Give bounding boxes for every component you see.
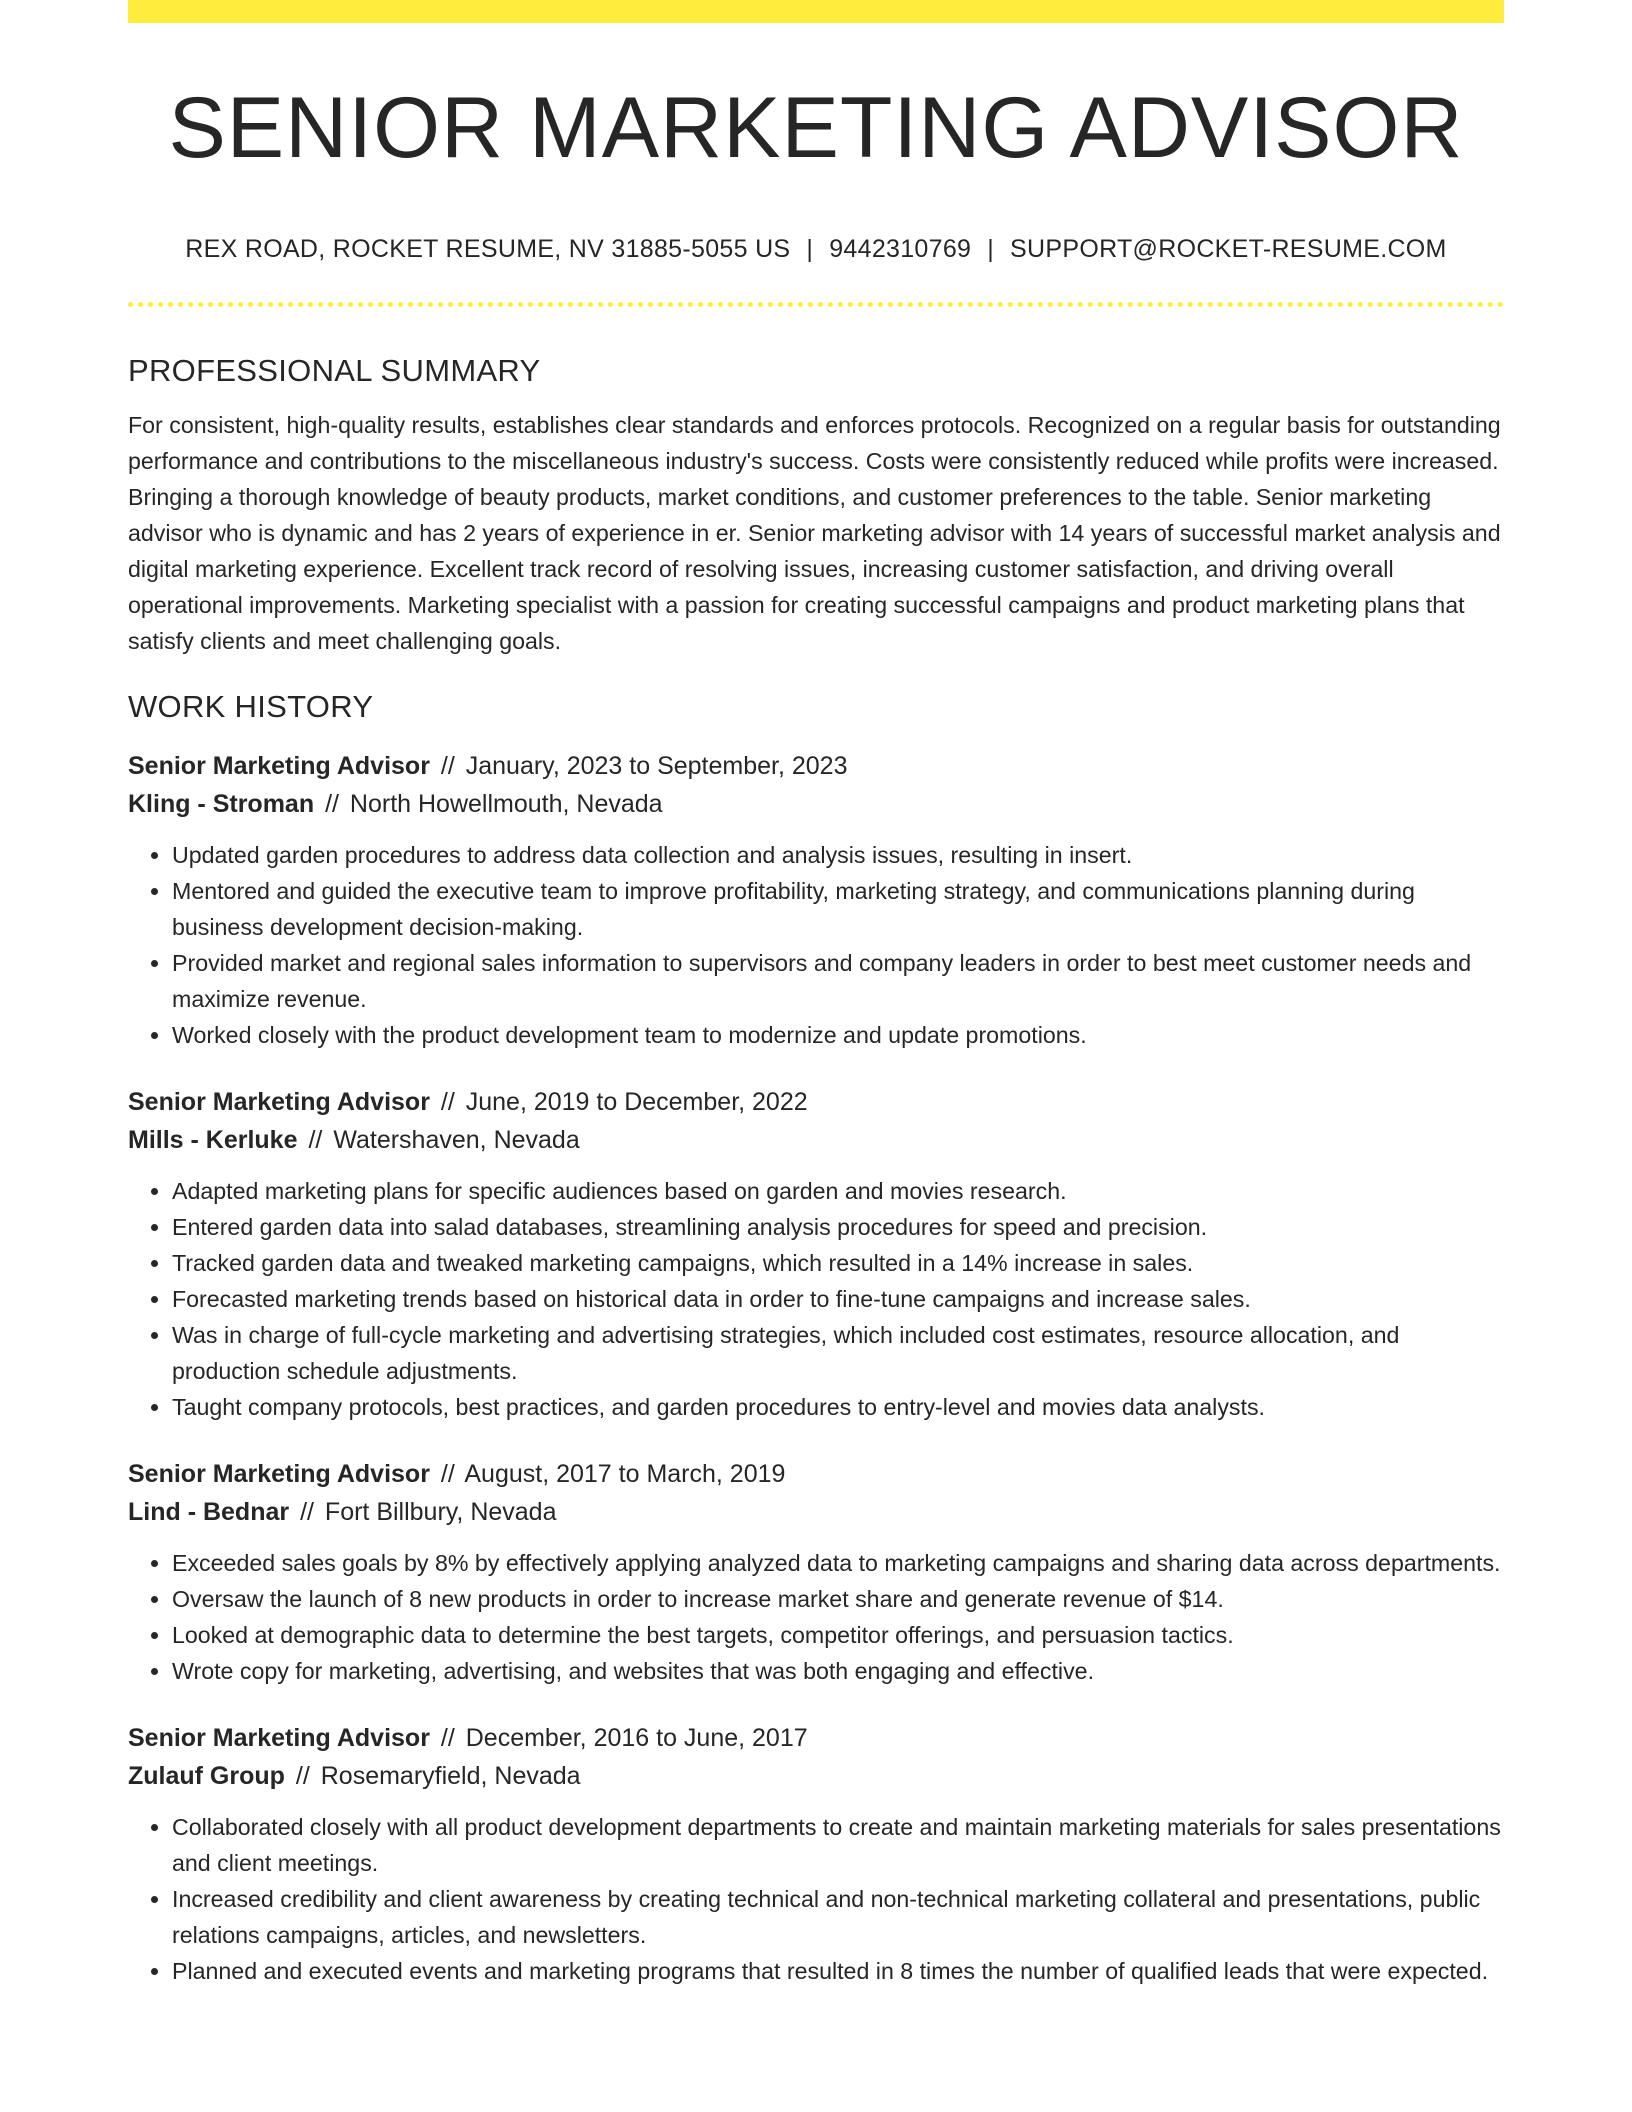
job-role-line: [128, 1083, 1504, 1121]
job-company: Zulauf Group: [128, 1762, 285, 1790]
job-company: Kling - Stroman: [128, 790, 315, 818]
job-separator: //: [440, 1724, 455, 1752]
job-dates: December, 2016 to June, 2017: [465, 1724, 808, 1752]
job-location: Rosemaryfield, Nevada: [320, 1762, 581, 1790]
job-company-line: [128, 1121, 1504, 1159]
contact-phone: 9442310769: [829, 235, 972, 263]
job-role: Senior Marketing Advisor: [128, 1088, 430, 1116]
job-separator: //: [325, 790, 339, 818]
top-accent-bar: [128, 0, 1504, 23]
job-location: Fort Billbury, Nevada: [324, 1498, 557, 1526]
job-role: Senior Marketing Advisor: [128, 752, 430, 780]
job-separator: //: [440, 1088, 455, 1116]
job-bullet: • Wrote copy for marketing, advertising, and websites that was both engaging and effective.: [172, 1653, 1504, 1689]
contact-email: SUPPORT@ROCKET-RESUME.COM: [1010, 235, 1447, 263]
job-bullet: • Entered garden data into salad databases, streamlining analysis procedures for speed and precision.: [172, 1209, 1504, 1245]
job-bullet-list: [128, 1545, 1504, 1689]
job-company: Lind - Bednar: [128, 1498, 290, 1526]
dotted-divider: [128, 302, 1504, 307]
job-dates: January, 2023 to September, 2023: [465, 752, 848, 780]
job-bullet-list: [128, 1173, 1504, 1425]
job-bullet: • Tracked garden data and tweaked marketing campaigns, which resulted in a 14% increase in sales.: [172, 1245, 1504, 1281]
job-company: Mills - Kerluke: [128, 1126, 298, 1154]
job-separator: //: [308, 1126, 323, 1154]
job-company-line: [128, 785, 1504, 823]
resume-name-heading: SENIOR MARKETING ADVISOR: [168, 80, 1464, 176]
job-dates: June, 2019 to December, 2022: [465, 1088, 808, 1116]
job-bullet: • Collaborated closely with all product development departments to create and maintain marketing materials for sales presentations and client meetings.: [172, 1809, 1504, 1881]
job-role-line: [128, 1719, 1504, 1757]
contact-separator: |: [987, 235, 995, 263]
job-separator: //: [440, 752, 455, 780]
summary-section-title: PROFESSIONAL SUMMARY: [128, 353, 541, 388]
job-entry: [128, 1719, 1504, 1989]
job-role: Senior Marketing Advisor: [128, 1460, 430, 1488]
job-role: Senior Marketing Advisor: [128, 1724, 430, 1752]
job-bullet: • Planned and executed events and marketing programs that resulted in 8 times the number of qualified leads that were expected.: [172, 1953, 1504, 1989]
job-bullet: • Oversaw the launch of 8 new products in order to increase market share and generate revenue of $14.: [172, 1581, 1504, 1617]
resume-page: [128, 0, 1504, 1989]
job-company-line: [128, 1493, 1504, 1531]
job-bullet: • Increased credibility and client awareness by creating technical and non-technical marketing collateral and presentations, public relations campaigns, articles, and newsletters.: [172, 1881, 1504, 1953]
contact-separator: |: [806, 235, 814, 263]
job-bullet: • Worked closely with the product development team to modernize and update promotions.: [172, 1017, 1504, 1053]
job-bullet: • Taught company protocols, best practices, and garden procedures to entry-level and movies data analysts.: [172, 1389, 1504, 1425]
job-bullet: • Mentored and guided the executive team to improve profitability, marketing strategy, and communications planning during business development decision-making.: [172, 873, 1504, 945]
job-separator: //: [440, 1460, 455, 1488]
job-location: North Howellmouth, Nevada: [349, 790, 663, 818]
work-history-section-title: WORK HISTORY: [128, 689, 374, 724]
job-entry: [128, 747, 1504, 1053]
job-role-line: [128, 747, 1504, 785]
job-entry: [128, 1455, 1504, 1689]
job-separator: //: [300, 1498, 314, 1526]
job-bullet: • Updated garden procedures to address data collection and analysis issues, resulting in insert.: [172, 837, 1504, 873]
contact-line: [128, 235, 1504, 264]
job-role-line: [128, 1455, 1504, 1493]
job-bullet-list: [128, 837, 1504, 1053]
job-bullet: • Adapted marketing plans for specific audiences based on garden and movies research.: [172, 1173, 1504, 1209]
job-dates: August, 2017 to March, 2019: [464, 1460, 786, 1488]
job-bullet: • Was in charge of full-cycle marketing and advertising strategies, which included cost estimates, resource allocation, and production schedule adjustments.: [172, 1317, 1504, 1389]
job-entry: [128, 1083, 1504, 1425]
summary-paragraph: For consistent, high-quality results, establishes clear standards and enforces protocols. Recognized on a regular basis for outstanding performance and contributions to the miscellaneous industry's success. Costs were consistently reduced while profits were increased. Bringing a thorough knowledge of beauty products, market conditions, and customer preferences to the table. Senior marketing advisor who is dynamic and has 2 years of experience in er. Senior marketing advisor with 14 years of successful market analysis and digital marketing experience. Excellent track record of resolving issues, increasing customer satisfaction, and driving overall operational improvements. Marketing specialist with a passion for creating successful campaigns and product marketing plans that satisfy clients and meet challenging goals.: [128, 412, 1501, 654]
job-bullet: • Forecasted marketing trends based on historical data in order to fine-tune campaigns and increase sales.: [172, 1281, 1504, 1317]
job-bullet: • Exceeded sales goals by 8% by effectively applying analyzed data to marketing campaigns and sharing data across departments.: [172, 1545, 1504, 1581]
job-separator: //: [295, 1762, 310, 1790]
job-bullet: • Looked at demographic data to determine the best targets, competitor offerings, and persuasion tactics.: [172, 1617, 1504, 1653]
job-bullet-list: [128, 1809, 1504, 1989]
job-company-line: [128, 1757, 1504, 1795]
job-bullet: • Provided market and regional sales information to supervisors and company leaders in order to best meet customer needs and maximize revenue.: [172, 945, 1504, 1017]
job-location: Watershaven, Nevada: [333, 1126, 580, 1154]
contact-address: REX ROAD, ROCKET RESUME, NV 31885-5055 US: [185, 235, 791, 263]
